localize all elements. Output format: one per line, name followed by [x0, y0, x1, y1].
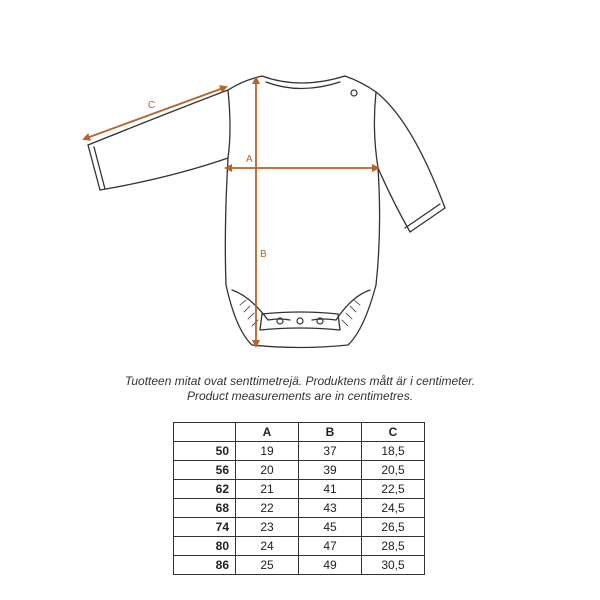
left-cuff-seam [94, 147, 105, 189]
table-row [174, 518, 425, 537]
value-b: 39 [299, 461, 362, 480]
size-cell: 80 [174, 537, 236, 556]
value-b: 47 [299, 537, 362, 556]
value-a: 23 [236, 518, 299, 537]
header-b: B [299, 423, 362, 442]
left-sleeve-bottom [100, 158, 228, 190]
leg-band-left [232, 290, 290, 320]
header-c: C [362, 423, 425, 442]
size-cell: 50 [174, 442, 236, 461]
table-row [174, 556, 425, 575]
label-a: A [246, 154, 253, 165]
label-c: C [148, 100, 156, 111]
value-a: 24 [236, 537, 299, 556]
right-body-side [374, 92, 379, 285]
left-leg-opening [226, 285, 376, 348]
snap-button-2 [297, 318, 303, 324]
value-b: 43 [299, 499, 362, 518]
leg-band-right [312, 290, 370, 320]
table-row [174, 480, 425, 499]
value-a: 21 [236, 480, 299, 499]
size-cell: 68 [174, 499, 236, 518]
caption-line-2: Product measurements are in centimetres. [186, 389, 414, 403]
value-c: 22,5 [362, 480, 425, 499]
crotch-panel [260, 312, 340, 330]
left-shoulder [88, 76, 262, 145]
right-sleeve-bottom [378, 168, 410, 232]
table-row [174, 499, 425, 518]
value-b: 37 [299, 442, 362, 461]
value-c: 28,5 [362, 537, 425, 556]
arrow-c [84, 87, 226, 139]
right-shoulder [345, 76, 445, 208]
value-c: 30,5 [362, 556, 425, 575]
table-row [174, 461, 425, 480]
value-b: 41 [299, 480, 362, 499]
value-a: 19 [236, 442, 299, 461]
size-table [173, 422, 425, 575]
caption-line-1: Tuotteen mitat ovat senttimetrejä. Produktens mått är i centimeter. [124, 374, 476, 388]
bodysuit-outline [88, 76, 445, 348]
value-b: 49 [299, 556, 362, 575]
header-a: A [236, 423, 299, 442]
right-cuff-seam [405, 204, 440, 228]
left-body-side [225, 90, 230, 285]
size-cell: 74 [174, 518, 236, 537]
table-row [174, 442, 425, 461]
snap-buttons [277, 90, 357, 324]
value-a: 25 [236, 556, 299, 575]
value-c: 24,5 [362, 499, 425, 518]
value-c: 26,5 [362, 518, 425, 537]
right-cuff [410, 208, 445, 232]
right-leg-stitch [342, 300, 360, 326]
left-cuff [88, 145, 100, 190]
header-size [174, 423, 236, 442]
neckline [262, 76, 345, 83]
size-cell: 86 [174, 556, 236, 575]
table-header-row [174, 423, 425, 442]
value-a: 22 [236, 499, 299, 518]
value-b: 45 [299, 518, 362, 537]
label-b: B [260, 249, 267, 260]
value-a: 20 [236, 461, 299, 480]
value-c: 18,5 [362, 442, 425, 461]
size-cell: 56 [174, 461, 236, 480]
shoulder-snap [351, 90, 357, 96]
size-cell: 62 [174, 480, 236, 499]
table-row [174, 537, 425, 556]
value-c: 20,5 [362, 461, 425, 480]
